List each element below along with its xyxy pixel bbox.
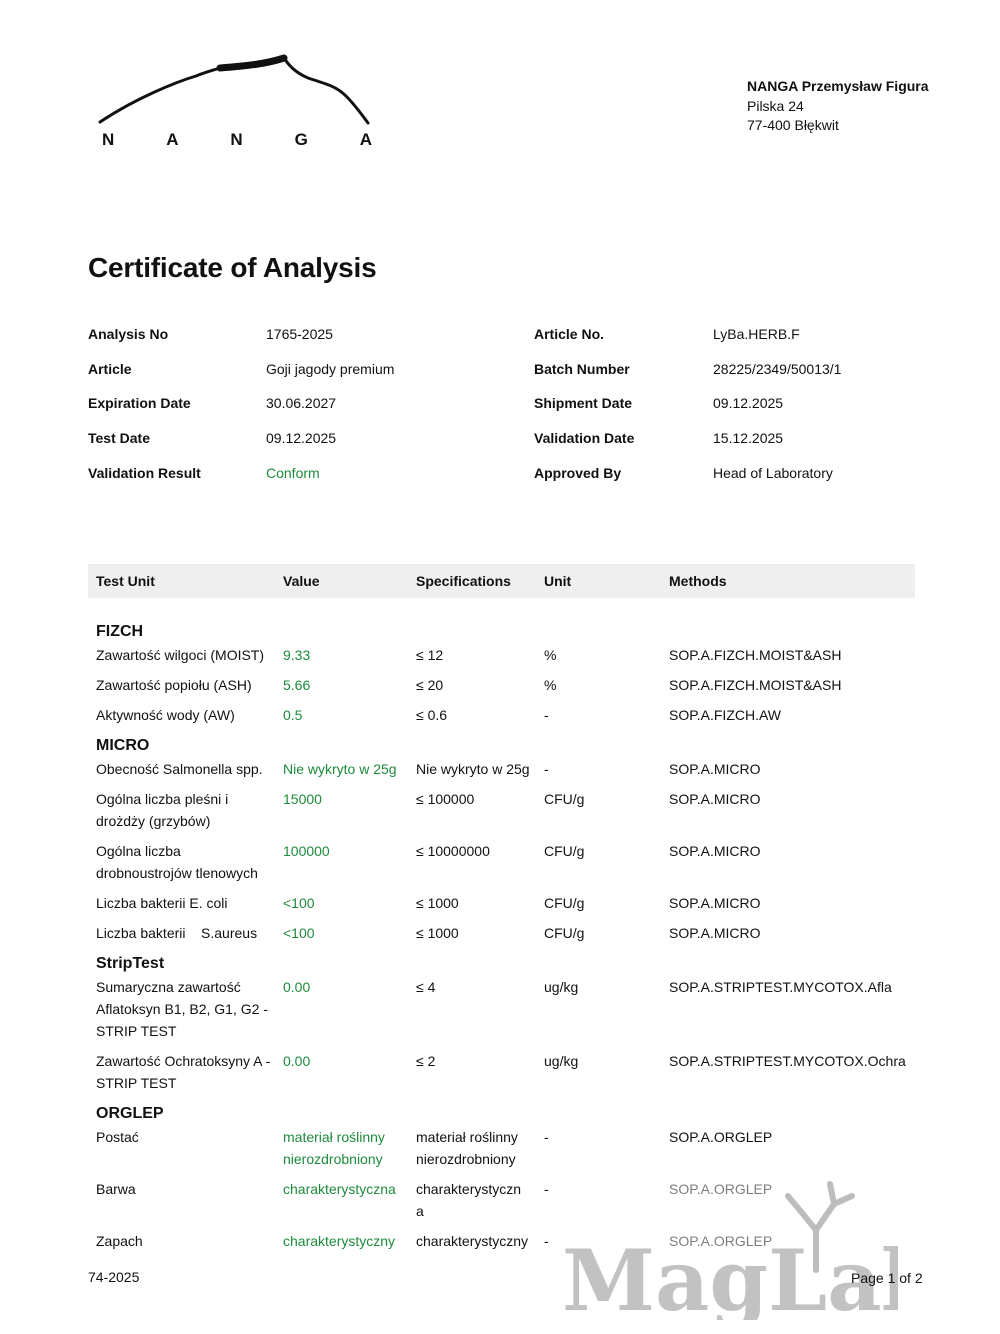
info-row: [88, 326, 394, 361]
unit-cell: CFU/g: [544, 925, 585, 941]
unit-cell: -: [544, 1233, 549, 1249]
method-cell: SOP.A.ORGLEP: [669, 1233, 773, 1249]
logo-letter: A: [166, 130, 179, 149]
info-value: 30.06.2027: [266, 395, 337, 412]
value-cell: 0.00: [283, 1053, 311, 1069]
test-unit-cell: Sumaryczna zawartość Aflatoksyn B1, B2, G1, G2 - STRIP TEST: [96, 979, 268, 1039]
method-cell: SOP.A.MICRO: [669, 895, 761, 911]
info-value: 28225/2349/50013/1: [713, 360, 842, 377]
logo-letter: A: [359, 130, 372, 149]
section-heading: MICRO: [96, 737, 150, 754]
method-cell: SOP.A.MICRO: [669, 791, 761, 807]
spec-cell: ≤ 0.6: [416, 707, 448, 723]
footer-document-number: 74-2025: [88, 1269, 140, 1285]
info-value: 09.12.2025: [266, 430, 337, 447]
section-heading: FIZCH: [96, 623, 144, 640]
mountain-logo-icon: [96, 48, 376, 130]
value-cell: 0.5: [283, 707, 303, 723]
table-row: [88, 788, 915, 840]
info-label: Approved By: [534, 464, 622, 481]
method-cell: SOP.A.STRIPTEST.MYCOTOX.Afla: [669, 979, 892, 995]
svg-text:MagLab: MagLa: [562, 1231, 882, 1320]
company-name: NANGA Przemysław Figura: [747, 78, 929, 94]
info-value: LyBa.HERB.F: [713, 326, 800, 342]
unit-cell: CFU/g: [544, 843, 585, 859]
section-heading: StripTest: [96, 955, 165, 972]
unit-cell: %: [544, 677, 557, 693]
column-header: Value: [283, 573, 320, 589]
value-cell: Nie wykryto w 25g: [283, 761, 397, 777]
test-unit-cell: Aktywność wody (AW): [96, 707, 235, 723]
info-value: 15.12.2025: [713, 430, 784, 447]
value-cell: materiał roślinny nierozdrobniony: [283, 1129, 385, 1167]
value-cell: 9.33: [283, 647, 311, 663]
info-label: Expiration Date: [88, 395, 191, 412]
info-row: [88, 395, 394, 430]
info-label: Batch Number: [534, 360, 630, 377]
unit-cell: -: [544, 1181, 549, 1197]
table-row: [88, 758, 915, 788]
value-cell: charakterystyczny: [283, 1233, 396, 1249]
company-address: [747, 77, 929, 136]
company-logo: [96, 48, 376, 158]
table-row: [88, 674, 915, 704]
info-row: [534, 395, 841, 430]
document-title: Certificate of Analysis: [88, 252, 377, 283]
spec-cell: ≤ 12: [416, 647, 444, 663]
logo-letter: G: [294, 130, 308, 149]
spec-cell: ≤ 2: [416, 1053, 436, 1069]
unit-cell: -: [544, 761, 549, 777]
info-label: Article No.: [534, 326, 605, 342]
table-header: [88, 564, 915, 598]
unit-cell: ug/kg: [544, 979, 579, 995]
method-cell: SOP.A.FIZCH.MOIST&ASH: [669, 677, 842, 693]
logo-wordmark: [102, 130, 372, 150]
spec-cell: ≤ 100000: [416, 791, 475, 807]
value-cell: 100000: [283, 843, 330, 859]
info-row: [88, 361, 394, 396]
info-value: 1765-2025: [266, 326, 333, 342]
info-label: Test Date: [88, 430, 150, 447]
spec-cell: ≤ 10000000: [416, 843, 490, 859]
value-cell: charakterystyczna: [283, 1181, 396, 1197]
test-unit-cell: Ogólna liczba drobnoustrojów tlenowych: [96, 843, 258, 881]
unit-cell: CFU/g: [544, 895, 585, 911]
spec-cell: ≤ 1000: [416, 895, 459, 911]
table-row: [88, 644, 915, 674]
info-label: Shipment Date: [534, 395, 633, 412]
section-heading: ORGLEP: [96, 1105, 164, 1122]
method-cell: SOP.A.MICRO: [669, 761, 761, 777]
info-value: 09.12.2025: [713, 395, 784, 412]
test-unit-cell: Liczba bakterii E. coli: [96, 895, 228, 911]
method-cell: SOP.A.STRIPTEST.MYCOTOX.Ochra: [669, 1053, 906, 1069]
spec-cell: charakterystyczn a: [416, 1181, 522, 1219]
info-row: [88, 465, 394, 500]
value-cell: 0.00: [283, 979, 311, 995]
info-left-column: [88, 326, 394, 499]
method-cell: SOP.A.ORGLEP: [669, 1181, 773, 1197]
spec-cell: ≤ 1000: [416, 925, 459, 941]
test-unit-cell: Liczba bakterii S.aureus: [96, 925, 258, 941]
method-cell: SOP.A.FIZCH.MOIST&ASH: [669, 647, 842, 663]
maglab-watermark: [562, 1170, 898, 1320]
test-unit-cell: Zawartość Ochratoksyny A - STRIP TEST: [96, 1053, 271, 1091]
column-header: Specifications: [416, 573, 511, 589]
spec-cell: Nie wykryto w 25g: [416, 761, 530, 777]
table-row: [88, 840, 915, 892]
table-row: [88, 922, 915, 952]
value-cell: 5.66: [283, 677, 311, 693]
page-number: Page 1 of 2: [851, 1270, 923, 1286]
method-cell: SOP.A.MICRO: [669, 843, 761, 859]
test-unit-cell: Obecność Salmonella spp.: [96, 761, 263, 777]
info-row: [534, 361, 841, 396]
column-header: Methods: [669, 573, 727, 589]
column-header: Unit: [544, 573, 572, 589]
table-row: [88, 704, 915, 734]
unit-cell: ug/kg: [544, 1053, 579, 1069]
info-row: [534, 326, 841, 361]
unit-cell: -: [544, 1129, 549, 1145]
table-row: [88, 892, 915, 922]
info-value: Head of Laboratory: [713, 464, 833, 481]
info-row: [88, 430, 394, 465]
value-cell: <100: [283, 925, 315, 941]
info-value: Goji jagody premium: [266, 360, 395, 377]
company-city: 77-400 Błękwit: [747, 117, 839, 133]
info-label: Validation Date: [534, 430, 635, 447]
spec-cell: materiał roślinny nierozdrobniony: [416, 1129, 518, 1167]
test-unit-cell: Barwa: [96, 1181, 136, 1197]
unit-cell: %: [544, 647, 557, 663]
value-cell: <100: [283, 895, 315, 911]
company-street: Pilska 24: [747, 97, 804, 114]
results-table: [88, 620, 915, 1260]
method-cell: SOP.A.ORGLEP: [669, 1129, 773, 1145]
validation-result-value: Conform: [266, 464, 320, 481]
logo-letter: N: [102, 130, 115, 149]
spec-cell: ≤ 4: [416, 979, 436, 995]
column-header: Test Unit: [96, 573, 155, 589]
table-row: [88, 976, 915, 1050]
test-unit-cell: Postać: [96, 1129, 139, 1145]
spec-cell: ≤ 20: [416, 677, 444, 693]
method-cell: SOP.A.MICRO: [669, 925, 761, 941]
value-cell: 15000: [283, 791, 322, 807]
unit-cell: -: [544, 707, 549, 723]
info-row: [534, 430, 841, 465]
info-label: Validation Result: [88, 464, 201, 481]
test-unit-cell: Zawartość wilgoci (MOIST): [96, 647, 265, 663]
logo-letter: N: [230, 130, 243, 149]
info-label: Article: [88, 360, 132, 377]
method-cell: SOP.A.FIZCH.AW: [669, 707, 782, 723]
maglab-logo-icon: [562, 1170, 898, 1320]
test-unit-cell: Zapach: [96, 1233, 143, 1249]
unit-cell: CFU/g: [544, 791, 585, 807]
info-label: Analysis No: [88, 326, 169, 342]
test-unit-cell: Ogólna liczba pleśni i drożdży (grzybów): [96, 791, 229, 829]
table-row: [88, 1050, 915, 1102]
info-right-column: [534, 326, 841, 499]
spec-cell: charakterystyczny: [416, 1233, 529, 1249]
info-row: [534, 465, 841, 500]
test-unit-cell: Zawartość popiołu (ASH): [96, 677, 252, 693]
